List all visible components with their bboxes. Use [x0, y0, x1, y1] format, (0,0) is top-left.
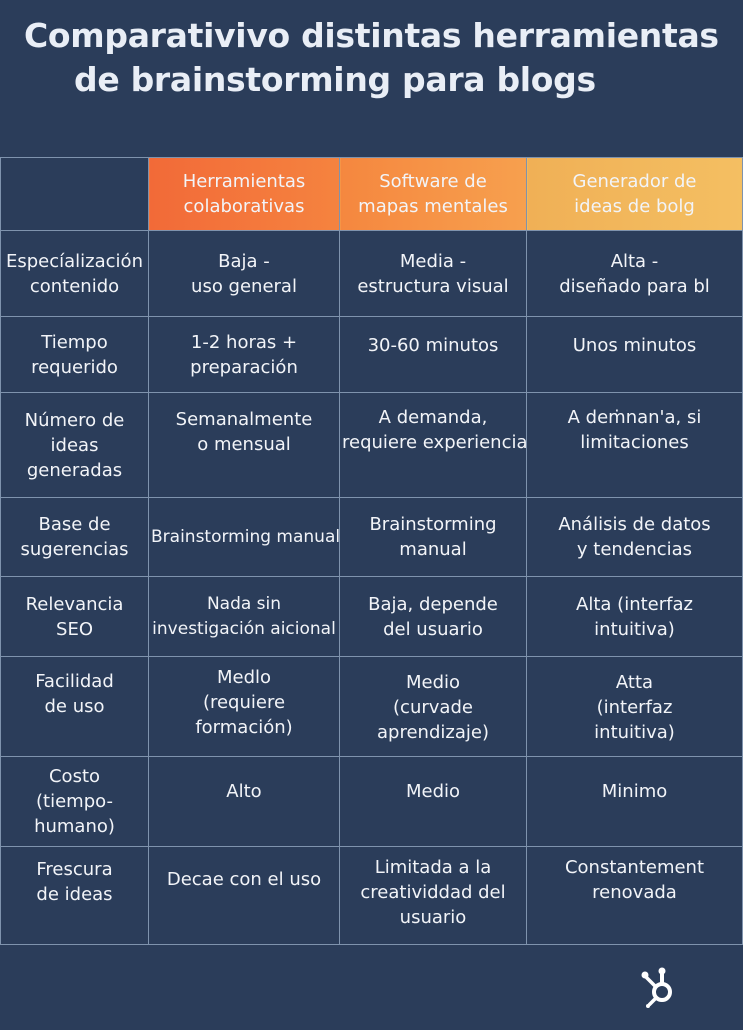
table-cell: 30-60 minutos	[340, 317, 527, 393]
table-cell: A deṁnan'a, si limitaciones	[527, 393, 743, 498]
table-cell: Baja - uso general	[149, 231, 340, 317]
column-header-herramientas-colaborativas: Herramientas colaborativas	[149, 158, 340, 231]
table-cell: Medlo (requiere formación)	[149, 657, 340, 757]
table-cell: Semanalmente o mensual	[149, 393, 340, 498]
table-cell: Brainstorming manual	[340, 498, 527, 577]
table-cell: Nada sin investigación aicional	[149, 577, 340, 657]
table-cell: Medio (curvade aprendizaje)	[340, 657, 527, 757]
table-row	[1, 393, 743, 498]
table-cell: Decae con el uso	[149, 847, 340, 945]
table-cell: Unos minutos	[527, 317, 743, 393]
table-cell: Brainstorming manual	[149, 498, 340, 577]
table-cell: Baja, depende del usuario	[340, 577, 527, 657]
row-label-tiempo: Tiempo requerido	[1, 317, 149, 393]
table-row	[1, 757, 743, 847]
table-header-row	[1, 158, 743, 231]
row-label-base-sugerencias: Base de sugerencias	[1, 498, 149, 577]
table-cell: Media - estructura visual	[340, 231, 527, 317]
table-cell: Constantement renovada	[527, 847, 743, 945]
title-line-1: Comparativivo distintas herramientas	[24, 16, 719, 55]
table-cell: 1-2 horas + preparación	[149, 317, 340, 393]
table-row	[1, 657, 743, 757]
row-label-facilidad-uso: Facilidad de uso	[1, 657, 149, 757]
comparison-table	[0, 157, 743, 945]
row-label-numero-ideas: Número de ideas generadas	[1, 393, 149, 498]
table-row	[1, 498, 743, 577]
column-header-software-mapas-mentales: Software de mapas mentales	[340, 158, 527, 231]
table-cell: Medio	[340, 757, 527, 847]
table-cell: Limitada a la creatividdad del usuario	[340, 847, 527, 945]
row-label-relevancia-seo: Relevancia SEO	[1, 577, 149, 657]
table-corner-cell	[1, 158, 149, 231]
table-cell: Análisis de datos y tendencias	[527, 498, 743, 577]
table-cell: Alto	[149, 757, 340, 847]
row-label-costo: Costo (tiempo- humano)	[1, 757, 149, 847]
table-row	[1, 231, 743, 317]
table-cell: Atta (interfaz intuitiva)	[527, 657, 743, 757]
table-cell: A demanda, requiere experiencia	[340, 393, 527, 498]
table-row	[1, 317, 743, 393]
row-label-frescura: Frescura de ideas	[1, 847, 149, 945]
table-row	[1, 577, 743, 657]
column-header-generador-ideas: Generador de ideas de bolg	[527, 158, 743, 231]
row-label-especializacion: Especíalización contenido	[1, 231, 149, 317]
title-line-2: de brainstorming para blogs	[74, 60, 596, 99]
table-row	[1, 847, 743, 945]
hubspot-sprocket-icon	[640, 964, 680, 1008]
table-cell: Alta (interfaz intuitiva)	[527, 577, 743, 657]
table-cell: Minimo	[527, 757, 743, 847]
page-title	[0, 14, 719, 102]
table-cell: Alta - diseñado para bl	[527, 231, 743, 317]
